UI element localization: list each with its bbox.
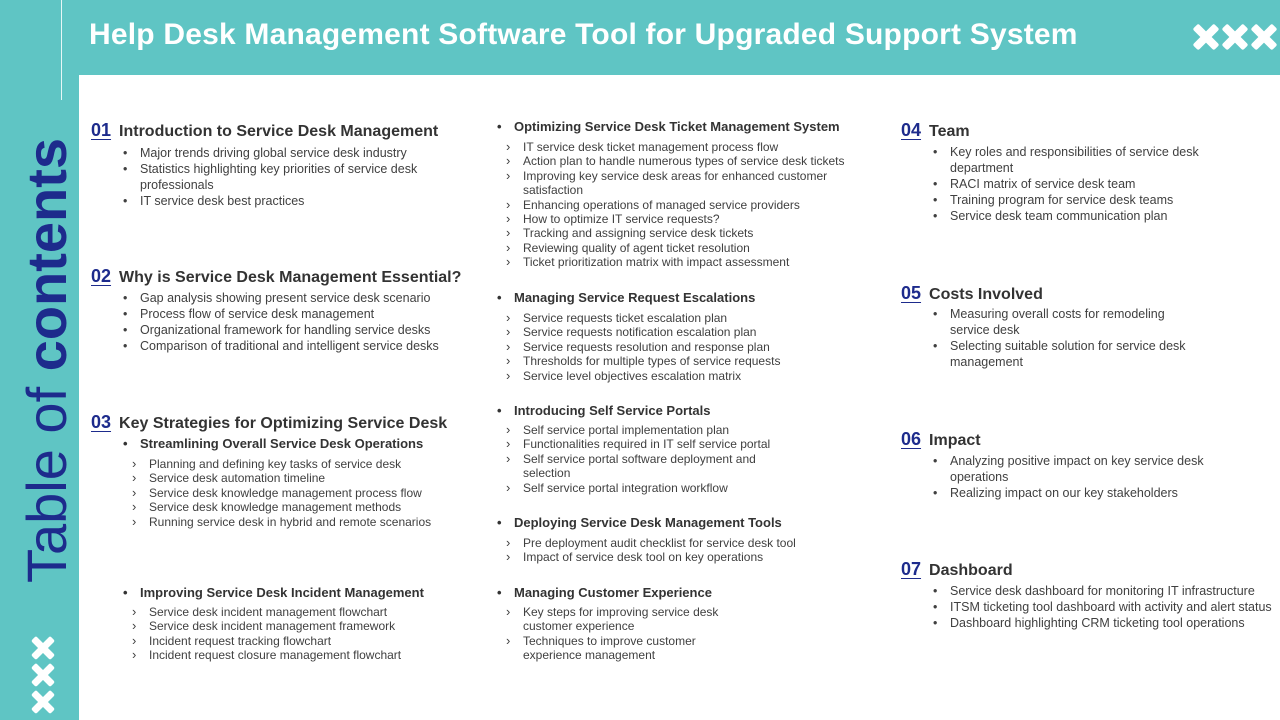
list-item: • Service desk dashboard for monitoring IT infrastructure: [930, 583, 1275, 599]
list-item: • Process flow of service desk management: [120, 306, 490, 322]
list-item: › Key steps for improving service desk customer experience: [504, 605, 734, 634]
subsection-list: [504, 605, 734, 663]
subsection-list: [130, 605, 470, 663]
subsection-heading: • Optimizing Service Desk Ticket Management System: [494, 119, 840, 134]
section-02-list: [120, 290, 490, 354]
x-cross-icon: [31, 663, 55, 687]
list-item: › Service desk knowledge management process flow: [130, 486, 470, 500]
list-item: › Reviewing quality of agent ticket resolution: [504, 241, 874, 255]
list-item: • Gap analysis showing present service desk scenario: [120, 290, 490, 306]
list-item: › Enhancing operations of managed service providers: [504, 198, 874, 212]
list-item: • Analyzing positive impact on key service desk operations: [930, 453, 1210, 485]
section-title: Team: [929, 123, 970, 140]
list-item: › Ticket prioritization matrix with impact assessment: [504, 255, 874, 269]
list-item: › Improving key service desk areas for enhanced customer satisfaction: [504, 169, 874, 198]
subsection-heading: • Managing Service Request Escalations: [494, 290, 755, 305]
list-item: › How to optimize IT service requests?: [504, 212, 874, 226]
list-item: › Self service portal implementation plan: [504, 423, 784, 437]
list-item: • Training program for service desk teams: [930, 192, 1200, 208]
section-number: 07: [901, 559, 922, 579]
list-item: • Service desk team communication plan: [930, 208, 1200, 224]
subsection-list: [504, 536, 874, 565]
list-item: • Key roles and responsibilities of service desk department: [930, 144, 1200, 176]
section-05-heading: [901, 283, 1043, 304]
list-item: › Incident request closure management flowchart: [130, 648, 470, 662]
section-07-heading: [901, 559, 1013, 580]
section-06-heading: [901, 429, 981, 450]
list-item: • IT service desk best practices: [120, 193, 430, 209]
list-item: • Realizing impact on our key stakeholders: [930, 485, 1210, 501]
section-number: 02: [91, 266, 112, 286]
section-03-heading: [91, 412, 447, 433]
subsection-list: [130, 457, 470, 529]
list-item: › Tracking and assigning service desk tickets: [504, 226, 874, 240]
list-item: › Thresholds for multiple types of service requests: [504, 354, 874, 368]
list-item: › Impact of service desk tool on key operations: [504, 550, 874, 564]
list-item: • Selecting suitable solution for service desk management: [930, 338, 1195, 370]
section-01-list: [120, 145, 430, 209]
subsection-heading: • Streamlining Overall Service Desk Operations: [120, 436, 423, 451]
list-item: › Running service desk in hybrid and remote scenarios: [130, 515, 470, 529]
list-item: › Service requests ticket escalation plan: [504, 311, 874, 325]
vertical-section-title: [15, 137, 78, 583]
section-01-heading: [91, 120, 438, 141]
vertical-title-bold: contents: [15, 137, 78, 372]
list-item: › Planning and defining key tasks of service desk: [130, 457, 470, 471]
list-item: › Service desk automation timeline: [130, 471, 470, 485]
section-02-heading: [91, 266, 461, 287]
list-item: › Self service portal integration workflow: [504, 481, 784, 495]
subsection-list: [504, 140, 874, 270]
list-item: • Statistics highlighting key priorities of service desk professionals: [120, 161, 430, 193]
section-04-heading: [901, 120, 970, 141]
list-item: › Techniques to improve customer experience management: [504, 634, 734, 663]
section-number: 01: [91, 120, 112, 140]
section-05-list: [930, 306, 1195, 370]
section-06-list: [930, 453, 1210, 501]
list-item: › Service desk incident management framework: [130, 619, 470, 633]
section-title: Impact: [929, 432, 981, 449]
list-item: • ITSM ticketing tool dashboard with activity and alert status: [930, 599, 1275, 615]
list-item: › Service desk incident management flowchart: [130, 605, 470, 619]
subsection-heading: • Introducing Self Service Portals: [494, 403, 711, 418]
section-title: Introduction to Service Desk Management: [119, 123, 439, 140]
header-x-decoration: [1193, 24, 1277, 50]
section-07-list: [930, 583, 1275, 631]
subsection-heading: • Managing Customer Experience: [494, 585, 712, 600]
list-item: › Self service portal software deployment and selection: [504, 452, 784, 481]
section-title: Costs Involved: [929, 286, 1043, 303]
x-cross-icon: [1222, 24, 1248, 50]
list-item: • Dashboard highlighting CRM ticketing tool operations: [930, 615, 1275, 631]
list-item: › Action plan to handle numerous types of service desk tickets: [504, 154, 874, 168]
list-item: • RACI matrix of service desk team: [930, 176, 1200, 192]
sidebar-x-decoration: [31, 636, 55, 714]
subsection-heading: • Deploying Service Desk Management Tools: [494, 515, 782, 530]
page-title: Help Desk Management Software Tool for Upgraded Support System: [89, 18, 1078, 51]
section-title: Dashboard: [929, 562, 1013, 579]
list-item: › Service desk knowledge management methods: [130, 500, 470, 514]
subsection-list: [504, 423, 784, 495]
section-number: 05: [901, 283, 922, 303]
list-item: › Incident request tracking flowchart: [130, 634, 470, 648]
subsection-heading: • Improving Service Desk Incident Management: [120, 585, 424, 600]
x-cross-icon: [1251, 24, 1277, 50]
list-item: › Functionalities required in IT self service portal: [504, 437, 784, 451]
left-divider-line: [61, 0, 62, 100]
x-cross-icon: [1193, 24, 1219, 50]
section-title: Key Strategies for Optimizing Service Desk: [119, 415, 448, 432]
section-04-list: [930, 144, 1200, 224]
list-item: • Major trends driving global service desk industry: [120, 145, 430, 161]
section-number: 06: [901, 429, 922, 449]
list-item: • Measuring overall costs for remodeling service desk: [930, 306, 1195, 338]
x-cross-icon: [31, 636, 55, 660]
list-item: › Service requests resolution and response plan: [504, 340, 874, 354]
section-number: 03: [91, 412, 112, 432]
list-item: • Comparison of traditional and intelligent service desks: [120, 338, 490, 354]
vertical-title-light: Table of: [15, 371, 78, 583]
list-item: › IT service desk ticket management process flow: [504, 140, 874, 154]
section-title: Why is Service Desk Management Essential?: [119, 269, 462, 286]
list-item: › Service level objectives escalation matrix: [504, 369, 874, 383]
list-item: • Organizational framework for handling service desks: [120, 322, 490, 338]
list-item: › Pre deployment audit checklist for service desk tool: [504, 536, 874, 550]
section-number: 04: [901, 120, 922, 140]
subsection-list: [504, 311, 874, 383]
x-cross-icon: [31, 690, 55, 714]
list-item: › Service requests notification escalation plan: [504, 325, 874, 339]
